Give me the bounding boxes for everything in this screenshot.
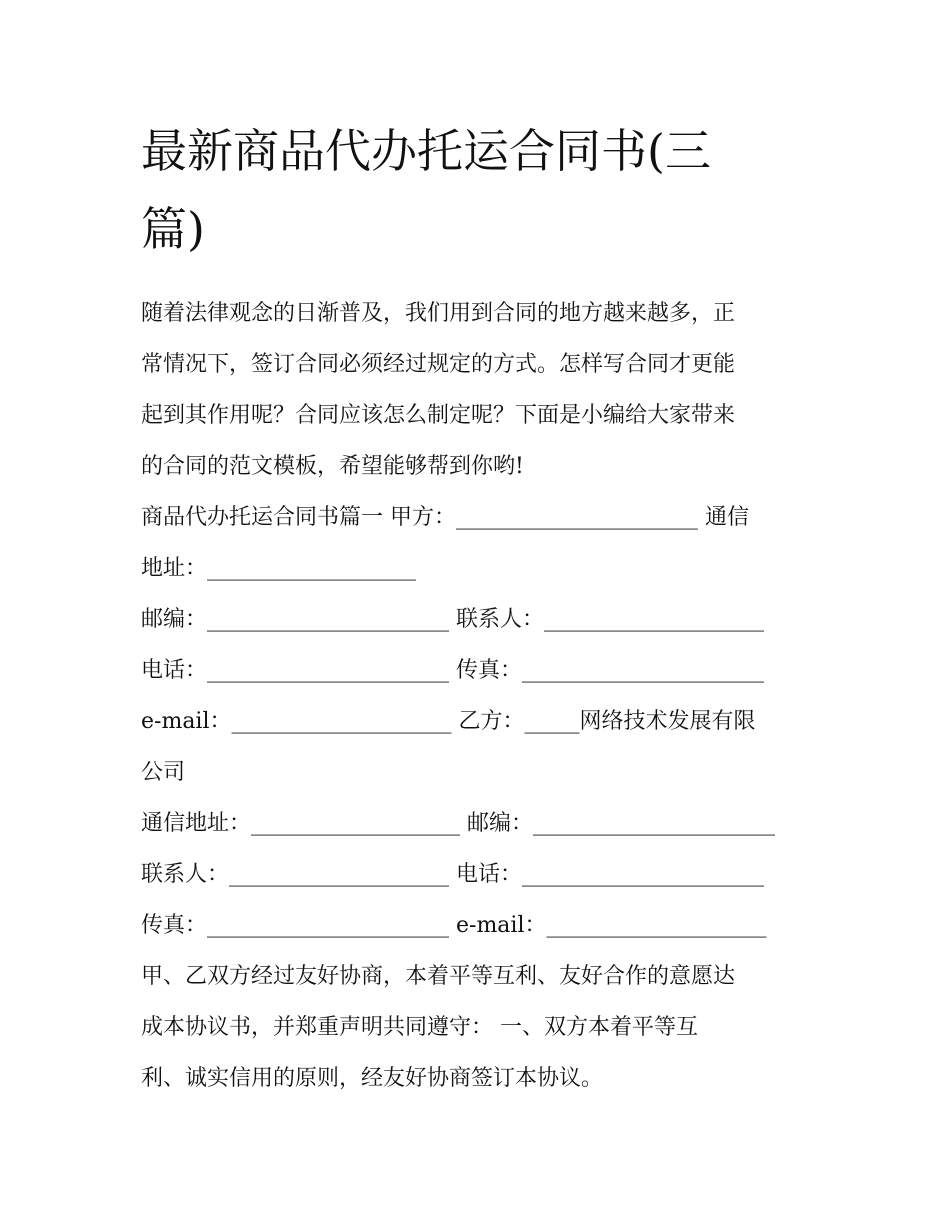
document-title — [141, 112, 813, 268]
closing-paragraph — [141, 951, 813, 1104]
form-line-postcode-contact: 邮编：______________________ 联系人：____________________ — [141, 607, 764, 632]
form-line-party-a: 商品代办托运合同书篇一 甲方：______________________ 通信 — [141, 505, 749, 530]
form-line-b-fax-email: 传真：______________________ e-mail：____________________ — [141, 913, 767, 938]
form-line-address: 地址：___________________ — [141, 556, 417, 581]
intro-line: 的合同的范文模板，希望能够帮到你哟! — [141, 454, 524, 479]
closing-line: 成本协议书，并郑重声明共同遵守： 一、双方本着平等互 — [141, 1015, 698, 1040]
document-page — [141, 112, 813, 1104]
intro-line: 常情况下，签订合同必须经过规定的方式。怎样写合同才更能 — [141, 352, 736, 377]
form-line-email-party-b: e-mail：____________________ 乙方：_____网络技术发展有限 — [141, 709, 756, 734]
closing-line: 甲、乙双方经过友好协商，本着平等互利、友好合作的意愿达 — [141, 964, 736, 989]
contract-parties-form — [141, 492, 813, 951]
form-line-company: 公司 — [141, 760, 186, 785]
closing-line: 利、诚实信用的原则，经友好协商签订本协议。 — [141, 1066, 604, 1091]
intro-line: 随着法律观念的日渐普及，我们用到合同的地方越来越多，正 — [141, 301, 736, 326]
intro-paragraph — [141, 288, 813, 492]
form-line-phone-fax: 电话：______________________ 传真：______________________ — [141, 658, 764, 683]
intro-line: 起到其作用呢？合同应该怎么制定呢？下面是小编给大家带来 — [141, 403, 736, 428]
form-line-b-contact-phone: 联系人：____________________ 电话：______________________ — [141, 862, 764, 887]
title-line-2: 篇) — [141, 202, 205, 256]
title-line-1: 最新商品代办托运合同书(三 — [141, 124, 711, 178]
form-line-b-address-postcode: 通信地址：___________________ 邮编：______________________ — [141, 811, 775, 836]
